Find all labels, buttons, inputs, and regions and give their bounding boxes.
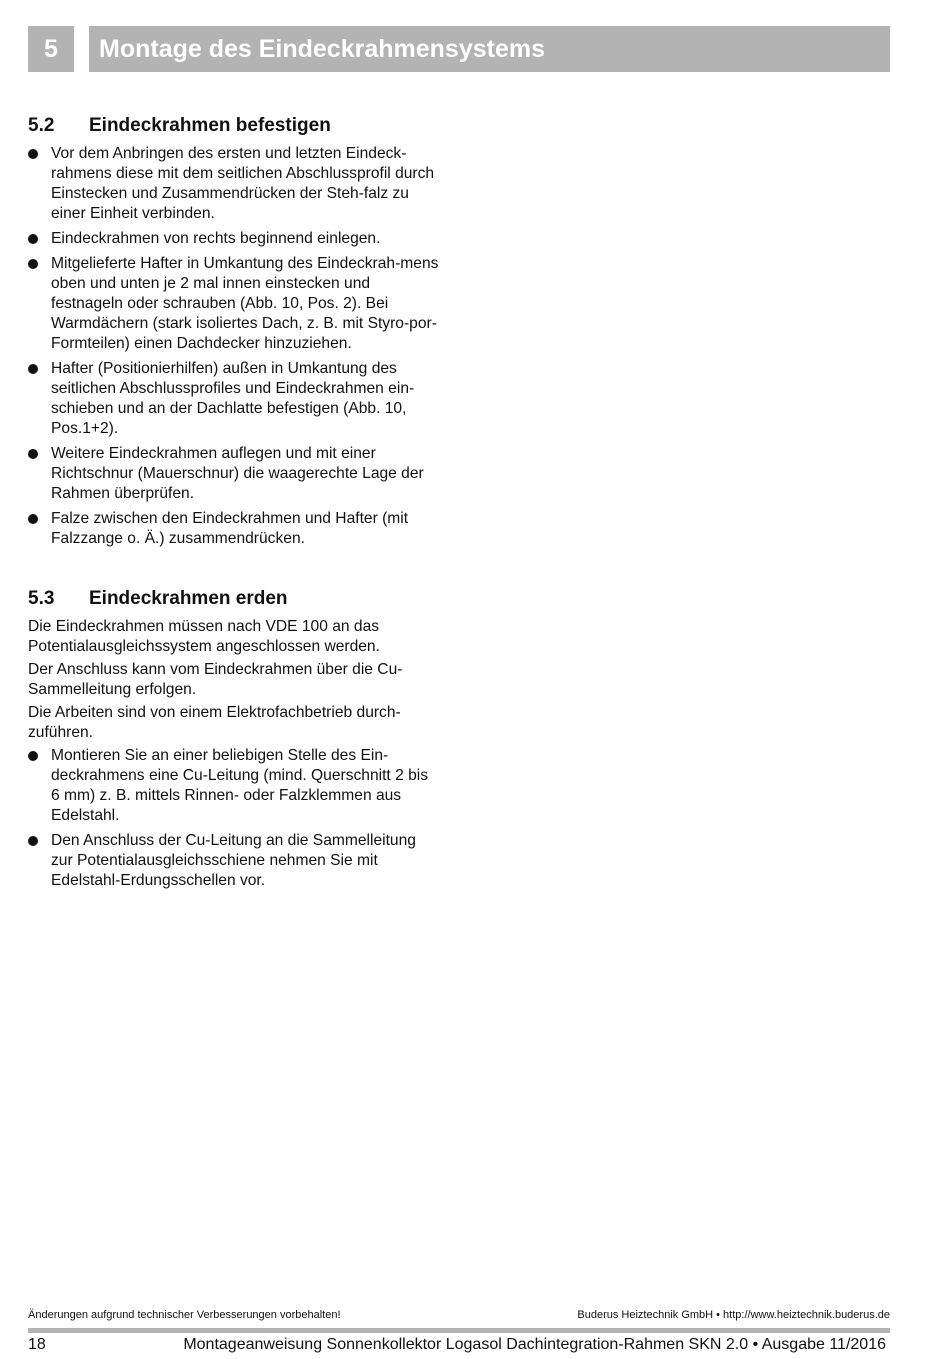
list-item: Falze zwischen den Eindeckrahmen und Hafter (mit Falzzange o. Ä.) zusammendrücken.	[28, 509, 440, 549]
paragraph: Die Eindeckrahmen müssen nach VDE 100 an das Potentialausgleichssystem angeschlossen werden.	[28, 618, 380, 655]
chapter-number: 5	[28, 26, 74, 72]
section-heading-5-2	[28, 114, 440, 138]
section-heading-5-3	[28, 587, 440, 611]
bullet-list-5-3	[28, 746, 440, 891]
chapter-title: Montage des Eindeckrahmensystems	[89, 26, 890, 72]
paragraph: Die Arbeiten sind von einem Elektrofachbetrieb durch-zuführen.	[28, 704, 401, 741]
section-title: Eindeckrahmen befestigen	[89, 115, 331, 136]
list-item: Weitere Eindeckrahmen auflegen und mit einer Richtschnur (Mauerschnur) die waagerechte Lage der Rahmen überprüfen.	[28, 444, 440, 504]
paragraph: Der Anschluss kann vom Eindeckrahmen über die Cu-Sammelleitung erfolgen.	[28, 661, 403, 698]
footer-note: Änderungen aufgrund technischer Verbesserungen vorbehalten!	[28, 1309, 341, 1321]
footer-document-title: Montageanweisung Sonnenkollektor Logasol Dachintegration-Rahmen SKN 2.0 • Ausgabe 11/2016	[183, 1336, 886, 1353]
main-content	[28, 114, 440, 896]
list-item: Mitgelieferte Hafter in Umkantung des Eindeckrah-mens oben und unten je 2 mal innen einstecken und festnageln oder schrauben (Abb. 10, Pos. 2). Bei Warmdächern (stark isoliertes Dach, z. B. mit Styro-por-Formteilen) einen Dachdecker hinzuziehen.	[28, 254, 440, 354]
footer-company: Buderus Heiztechnik GmbH • http://www.heiztechnik.buderus.de	[577, 1309, 890, 1321]
section-title: Eindeckrahmen erden	[89, 588, 288, 609]
section-number: 5.3	[28, 588, 55, 609]
list-item: Den Anschluss der Cu-Leitung an die Sammelleitung zur Potentialausgleichsschiene nehmen Sie mit Edelstahl-Erdungsschellen vor.	[28, 831, 440, 891]
list-item: Vor dem Anbringen des ersten und letzten Eindeck-rahmens diese mit dem seitlichen Abschlussprofil durch Einstecken und Zusammendrücken der Steh-falz zu einer Einheit verbinden.	[28, 144, 440, 224]
list-item: Montieren Sie an einer beliebigen Stelle des Ein-deckrahmens eine Cu-Leitung (mind. Querschnitt 2 bis 6 mm) z. B. mittels Rinnen- oder Falzklemmen aus Edelstahl.	[28, 746, 440, 826]
list-item: Eindeckrahmen von rechts beginnend einlegen.	[28, 229, 440, 249]
bullet-list-5-2	[28, 144, 440, 549]
page-number: 18	[28, 1336, 46, 1353]
footer-divider	[28, 1328, 890, 1333]
list-item: Hafter (Positionierhilfen) außen in Umkantung des seitlichen Abschlussprofiles und Eindeckrahmen ein-schieben und an der Dachlatte befestigen (Abb. 10, Pos.1+2).	[28, 359, 440, 439]
section-number: 5.2	[28, 115, 55, 136]
